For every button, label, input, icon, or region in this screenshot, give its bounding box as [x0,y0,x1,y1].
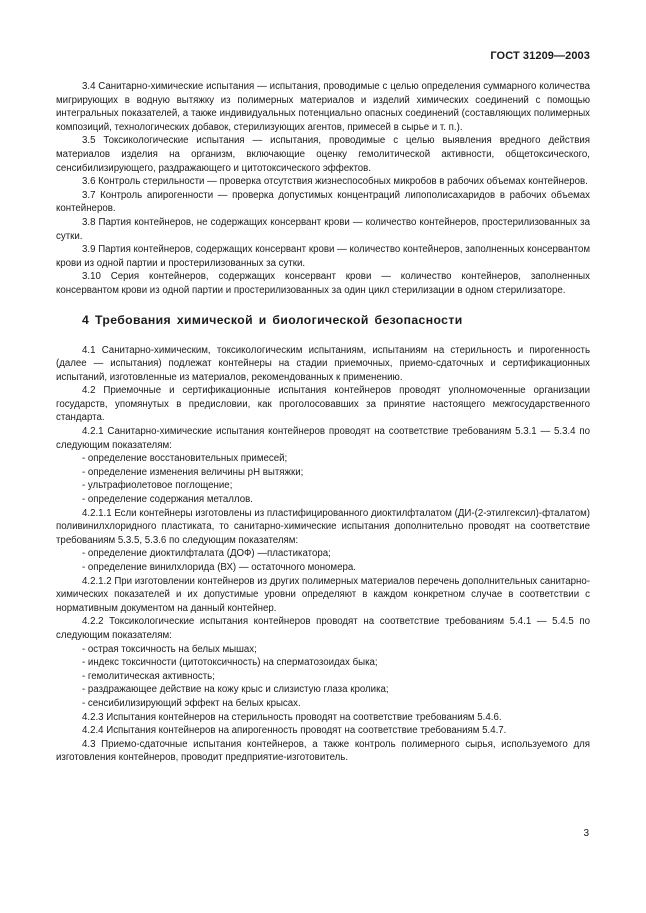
standard-header: ГОСТ 31209—2003 [490,50,590,62]
list-item: - раздражающее действие на кожу крыс и слизистую глаза кролика; [82,684,389,696]
clause-3-4: 3.4 Санитарно-химические испытания — испытания, проводимые с целью определения суммарного количества мигрирующих в водную вытяжку из полимерных материалов и изделий химических соединений с помощью интегральных показателей, а также индивидуальных потенциально опасных соединений (составляющих полимерных композиций, технологических добавок, стерилизующих агентов, примесей в сырье и т. п.). [56,81,590,133]
list-item: - определение содержания металлов. [82,494,253,506]
clause-3-7: 3.7 Контроль апирогенности — проверка допустимых концентраций липополисахаридов в рабочих объемах контейнеров. [56,189,590,215]
list-item: - острая токсичность на белых мышах; [82,643,257,655]
section-4-title: 4 Требования химической и биологической безопасности [82,312,463,327]
clause-4-2: 4.2 Приемочные и сертификационные испытания контейнеров проводят уполномоченные организации государств, упомянутых в предисловии, как проголосовавших за принятие настоящего межгосударственного стандарта. [56,385,590,424]
clause-3-6: 3.6 Контроль стерильности — проверка отсутствия жизнеспособных микробов в рабочих объемах контейнеров. [82,176,588,188]
list-item: - определение диоктилфталата (ДОФ) —пластикатора; [82,548,331,560]
clause-4-3: 4.3 Приемо-сдаточные испытания контейнеров, а также контроль полимерного сырья, используемого для изготовления контейнеров, проводит предприятие-изготовитель. [56,738,590,764]
clause-3-5: 3.5 Токсикологические испытания — испытания, проводимые с целью выявления вредного действия материалов изделия на организм, включающие оценку гемолитической активности, общетоксического, сенсибилизирующего, раздражающего и цитотоксического эффектов. [56,135,590,174]
clause-4-2-1-2: 4.2.1.2 При изготовлении контейнеров из других полимерных материалов перечень дополнительных санитарно-химических показателей и их допустимые уровни определяют в каждом конкретном случае в соответствии с нормативным документом на данный контейнер. [56,575,591,614]
clause-4-2-1: 4.2.1 Санитарно-химические испытания контейнеров проводят на соответствие требованиям 5.3.1 — 5.3.4 по следующим показателям: [56,426,590,451]
clause-4-1: 4.1 Санитарно-химическим, токсикологическим испытаниям, испытаниям на стерильность и пирогенность (далее — испытания) подлежат контейнеры на стадии приемочных, приемо-сдаточных и сертификационных испытаний, изготовленные из материалов, рекомендованных к применению. [56,344,590,383]
clause-4-2-2: 4.2.2 Токсикологические испытания контейнеров проводят на соответствие требованиям 5.4.1 — 5.4.5 по следующим показателям: [56,616,590,641]
clause-4-2-1-1: 4.2.1.1 Если контейнеры изготовлены из пластифицированного диоктилфталатом (ДИ-(2-этилгексил)-фталатом) поливинилхлоридного пластиката, то санитарно-химические испытания дополнительно проводят на соответствие требованиям 5.3.5, 5.3.6 по следующим показателям: [56,507,590,546]
clause-3-9: 3.9 Партия контейнеров, содержащих консервант крови — количество контейнеров, заполненных консервантом крови из одной партии и простерилизованных за сутки. [56,244,590,269]
clause-4-2-3: 4.2.3 Испытания контейнеров на стерильность проводят на соответствие требованиям 5.4.6. [82,711,502,723]
clause-3-8: 3.8 Партия контейнеров, не содержащих консервант крови — количество контейнеров, простерилизованных за сутки. [56,216,590,242]
list-item: - ультрафиолетовое поглощение; [82,480,233,492]
list-item: - индекс токсичности (цитотоксичность) на сперматозоидах быка; [82,657,378,669]
list-item: - гемолитическая активность; [82,670,215,682]
list-item: - сенсибилизирующий эффект на белых крысах. [82,697,301,709]
document-body [56,80,590,765]
list-item: - определение восстановительных примесей; [82,453,288,465]
page-number: 3 [583,828,589,839]
clause-3-10: 3.10 Серия контейнеров, содержащих консервант крови — количество контейнеров, заполненных консервантом крови из одной партии и простерилизованных за один цикл стерилизации в одном стерилизаторе. [56,271,590,296]
list-item: - определение изменения величины pH вытяжки; [82,466,304,478]
list-item: - определение винилхлорида (ВХ) — остаточного мономера. [82,562,356,573]
clause-4-2-4: 4.2.4 Испытания контейнеров на апирогенность проводят на соответствие требованиям 5.4.7. [82,725,507,737]
